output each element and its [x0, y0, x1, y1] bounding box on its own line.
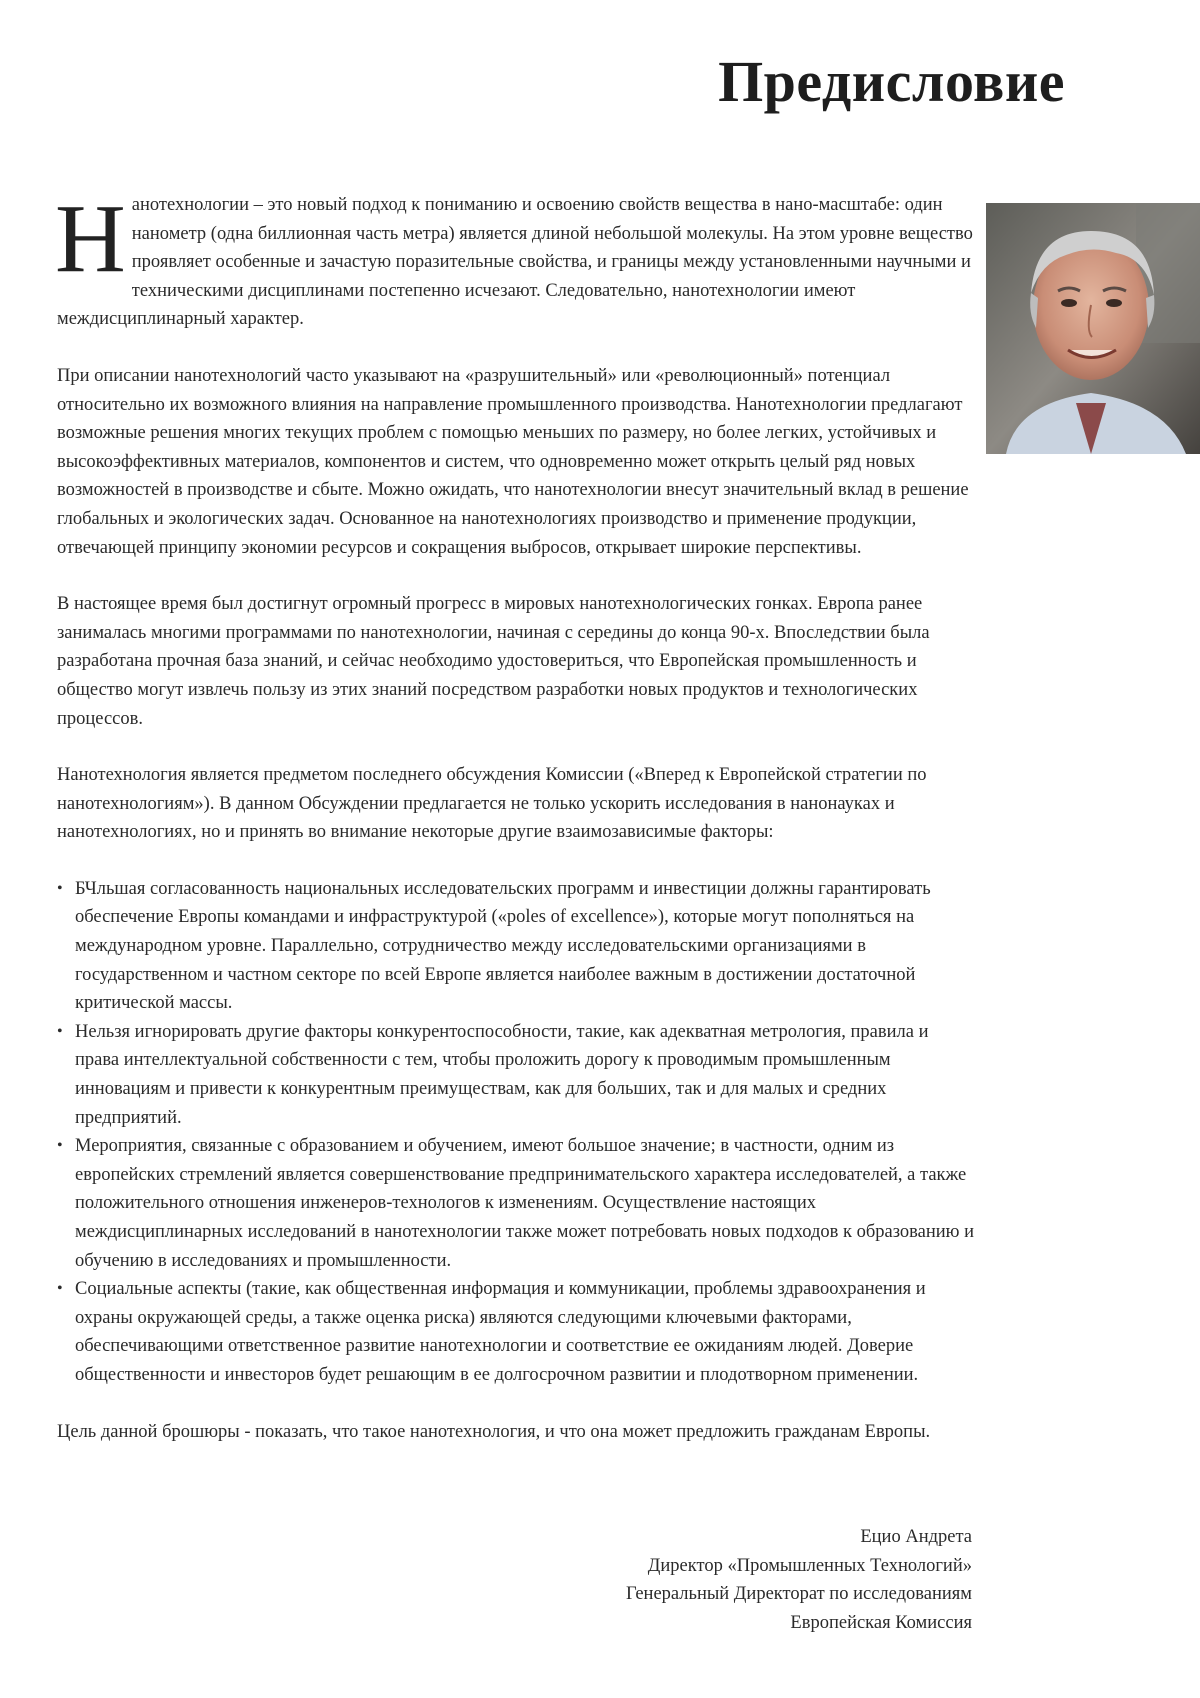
closing-paragraph: Цель данной брошюры - показать, что такое нанотехнология, и что она может предложить гражданам Европы. [57, 1421, 931, 1442]
list-item [57, 875, 977, 1018]
signature-block [626, 1523, 972, 1637]
intro-text: анотехнологии – это новый подход к пониманию и освоению свойств вещества в нано-масштабе: один нанометр (одна биллионная часть метра) является длиной небольшой молекулы. На этом уровне вещество проявляет особенные и зачастую поразительные свойства, и границы между установленными научными и техническими дисциплинами постепенно исчезают. Следовательно, нанотехнологии имеют междисциплинарный характер. [57, 195, 973, 330]
bullet-icon: • [57, 1137, 63, 1155]
list-item [57, 1018, 977, 1132]
portrait-photo [986, 203, 1200, 454]
bullet-icon: • [57, 1280, 63, 1298]
signature-department: Генеральный Директорат по исследованиям [626, 1584, 972, 1605]
preface-body [55, 185, 977, 1474]
list-item-text: Мероприятия, связанные с образованием и обучением, имеют большое значение; в частности, одним из европейских стремлений является совершенствование предпринимательского характера исследователей, а также положительного отношения инженеров-технологов к изменениям. Осуществление настоящих междисциплинарных исследований в нанотехнологии также может потребовать новых подходов к образованию и обучению в исследованиях и промышленности. [75, 1136, 975, 1271]
list-item [57, 1132, 977, 1275]
list-item-text: Социальные аспекты (такие, как общественная информация и коммуникации, проблемы здравоохранения и охраны окружающей среды, а также оценка риска) являются следующими ключевыми факторами, обеспечивающими ответственное развитие нанотехнологии и соответствие ее ожиданиям людей. Доверие общественности и инвесторов будет решающим в ее долгосрочном развитии и плодотворном применении. [75, 1279, 926, 1385]
paragraph: При описании нанотехнологий часто указывают на «разрушительный» или «революционный» потенциал относительно их возможного влияния на направление промышленного производства. Нанотехнологии предлагают возможные решения многих текущих проблем с помощью меньших по размеру, но более легких, устойчивых и высокоэффективных материалов, компонентов и систем, что одновременно может открыть целый ряд новых возможностей в производстве и сбыте. Можно ожидать, что нанотехнологии внесут значительный вклад в решение глобальных и экологических задач. Основанное на нанотехнологиях производство и применение продукции, отвечающей принципу экономии ресурсов и сокращения выбросов, открывает широкие перспективы. [57, 365, 969, 558]
list-item-text: Нельзя игнорировать другие факторы конкурентоспособности, такие, как адекватная метрология, правила и права интеллектуальной собственности с тем, чтобы проложить дорогу к проводимым промышленным инновациям и привести к конкурентным преимуществам, как для больших, так и для малых и средних предприятий. [75, 1021, 929, 1128]
list-item-text: БЧльшая согласованность национальных исследовательских программ и инвестиции должны гарантировать обеспечение Европы командами и инфраструктурой («poles of excellence»), которые могут пополняться на международном уровне. Параллельно, сотрудничество между исследовательскими организациями в государственном и частном секторе по всей Европе является наиболее важным в достижении достаточной критической массы. [75, 878, 931, 1014]
page-title: Предисловие [718, 49, 1065, 114]
bullet-icon: • [57, 1022, 63, 1040]
paragraph: В настоящее время был достигнут огромный прогресс в мировых нанотехнологических гонках. Европа ранее занималась многими программами по нанотехнологии, начиная с середины до конца 90-х. Впоследствии была разработана прочная база знаний, и сейчас необходимо удостовериться, что Европейская промышленность и общество могут извлечь пользу из этих знаний посредством разработки новых продуктов и технологических процессов. [57, 594, 930, 729]
bullet-icon: • [57, 879, 63, 897]
signature-organization: Европейская Комиссия [790, 1612, 972, 1633]
signature-position: Директор «Промышленных Технологий» [647, 1555, 972, 1576]
portrait-image [986, 203, 1200, 454]
signature-name: Ецио Андрета [860, 1527, 972, 1547]
dropcap-letter: Н [55, 185, 126, 293]
factors-list [57, 875, 977, 1390]
paragraph: Нанотехнология является предметом последнего обсуждения Комиссии («Вперед к Европейской стратегии по нанотехнологиям»). В данном Обсуждении предлагается не только ускорить исследования в нанонауках и нанотехнологиях, но и принять во внимание некоторые другие взаимозависимые факторы: [57, 765, 927, 843]
list-item [57, 1275, 977, 1389]
intro-paragraph [55, 185, 977, 334]
